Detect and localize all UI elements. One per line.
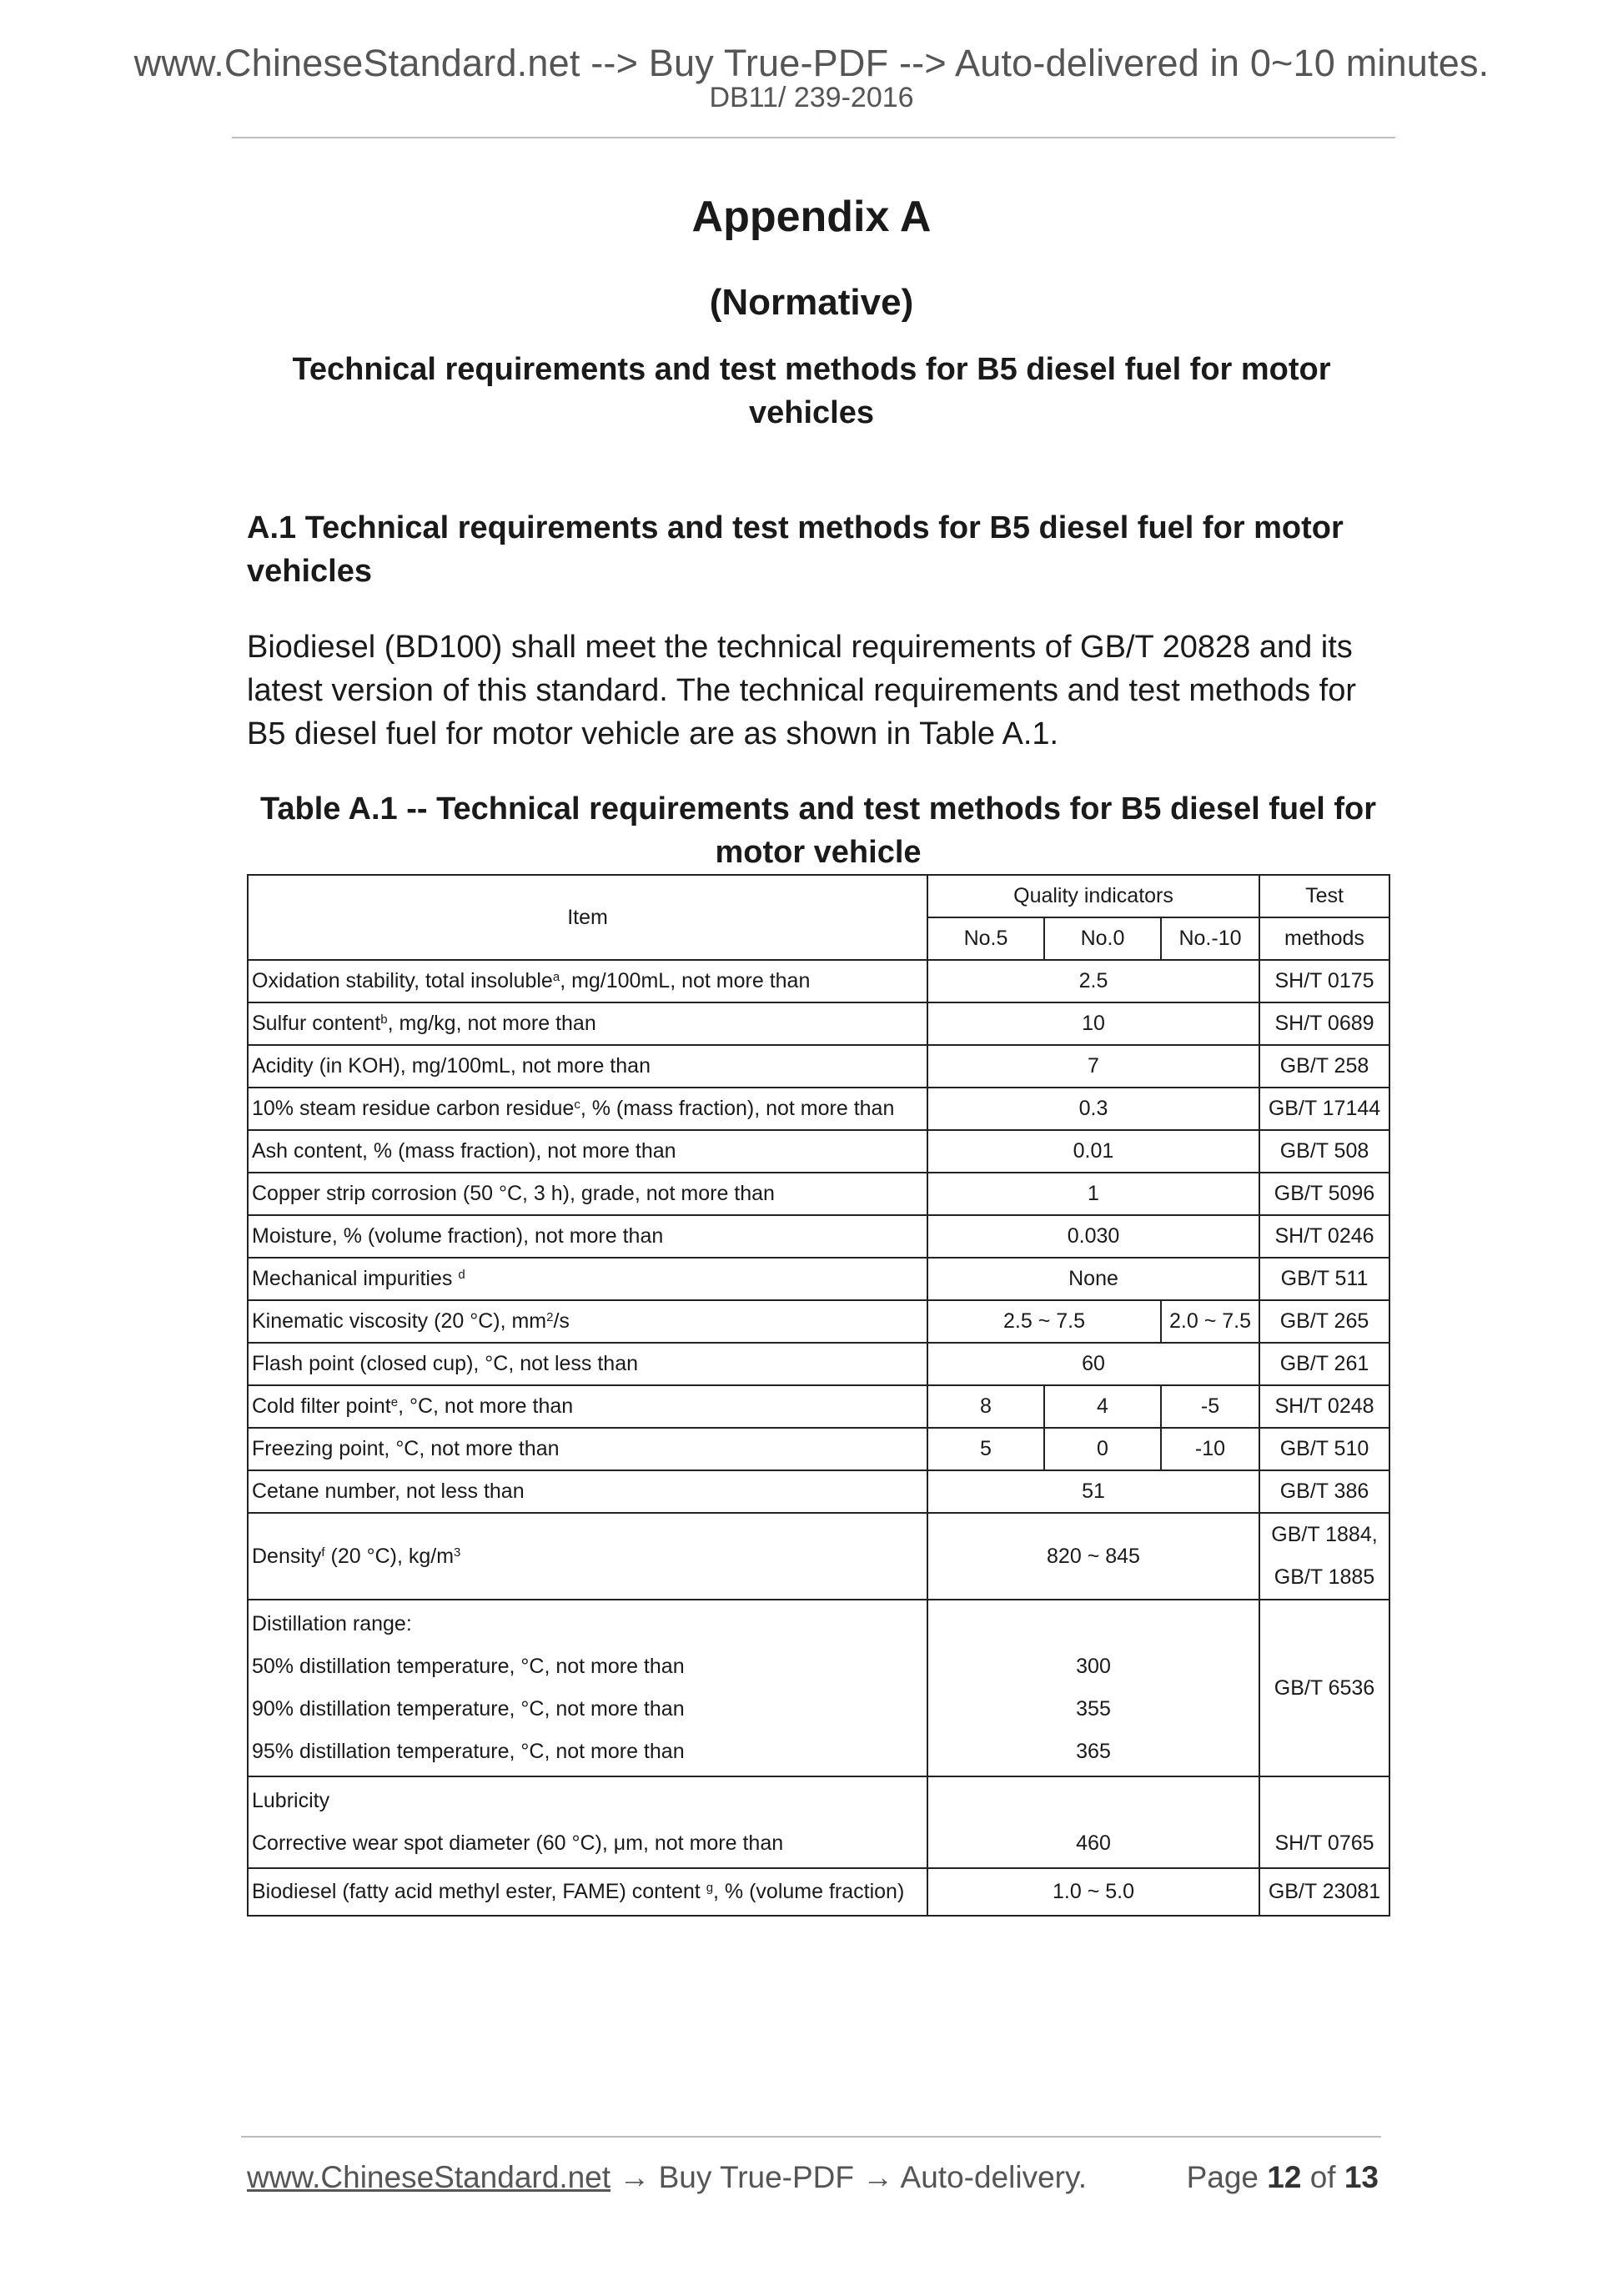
row-value: 0.01	[927, 1130, 1259, 1173]
row-method: GB/T 386	[1259, 1470, 1389, 1513]
table-row	[248, 1600, 1389, 1776]
row-method: GB/T 261	[1259, 1343, 1389, 1385]
row-value: 0	[1044, 1428, 1161, 1470]
page-current: 12	[1267, 2160, 1302, 2194]
row-method: GB/T 511	[1259, 1258, 1389, 1300]
row-item: Distillation range: 50% distillation temperature, °C, not more than 90% distillation temperature, °C, not more than 95% distillation temperature, °C, not more than	[248, 1600, 927, 1776]
table-row	[248, 1002, 1389, 1045]
row-value: 1.0 ~ 5.0	[927, 1868, 1259, 1916]
table-row	[248, 1300, 1389, 1343]
row-value: 60	[927, 1343, 1259, 1385]
row-item: Biodiesel (fatty acid methyl ester, FAME) content $^g$, % (volume fraction)	[248, 1868, 927, 1916]
table-caption: Table A.1 -- Technical requirements and test methods for B5 diesel fuel for motor vehicle	[259, 791, 1376, 870]
table-row	[248, 960, 1389, 1002]
row-item: Sulfur content$^b$, mg/kg, not more than	[248, 1002, 927, 1045]
arrow-right-icon: →	[619, 2160, 651, 2194]
header-item: Item	[248, 875, 927, 960]
appendix-subtitle: Technical requirements and test methods for B5 diesel fuel for motor vehicles	[292, 352, 1331, 430]
table-header-row	[248, 875, 1389, 917]
row-value: 10	[927, 1002, 1259, 1045]
table-row	[248, 1343, 1389, 1385]
row-value: 8	[927, 1385, 1044, 1428]
footer-buy-text: Buy True-PDF	[658, 2160, 855, 2194]
row-method: GB/T 23081	[1259, 1868, 1389, 1916]
row-method: SH/T 0689	[1259, 1002, 1389, 1045]
row-item: 10% steam residue carbon residue$^c$, % (mass fraction), not more than	[248, 1088, 927, 1130]
table-row	[248, 1258, 1389, 1300]
appendix-status: (Normative)	[709, 282, 914, 323]
page-label: Page	[1186, 2160, 1259, 2194]
row-method: GB/T 1884, GB/T 1885	[1259, 1513, 1389, 1600]
row-method: SH/T 0175	[1259, 960, 1389, 1002]
row-item: Copper strip corrosion (50 °C, 3 h), grade, not more than	[248, 1173, 927, 1215]
row-value: -5	[1161, 1385, 1259, 1428]
table-row	[248, 1470, 1389, 1513]
row-item: Cetane number, not less than	[248, 1470, 927, 1513]
section-heading: A.1 Technical requirements and test methods for B5 diesel fuel for motor vehicles	[247, 510, 1344, 589]
row-item: Moisture, % (volume fraction), not more than	[248, 1215, 927, 1258]
table-row	[248, 1173, 1389, 1215]
page-of: of	[1309, 2160, 1336, 2194]
row-method: GB/T 265	[1259, 1300, 1389, 1343]
row-value: None	[927, 1258, 1259, 1300]
header-quality-indicators: Quality indicators	[927, 875, 1259, 917]
row-value: 2.5	[927, 960, 1259, 1002]
header-grade-no0: No.0	[1044, 917, 1161, 960]
table-row	[248, 1385, 1389, 1428]
header-grade-no5: No.5	[927, 917, 1044, 960]
page-indicator	[1187, 2160, 1379, 2195]
row-item: Lubricity Corrective wear spot diameter (60 °C), μm, not more than	[248, 1776, 927, 1868]
header-methods: methods	[1259, 917, 1389, 960]
row-method: GB/T 17144	[1259, 1088, 1389, 1130]
row-method: SH/T 0765	[1259, 1776, 1389, 1868]
page-total: 13	[1344, 2160, 1379, 2194]
table-row	[248, 1776, 1389, 1868]
row-value: 4	[1044, 1385, 1161, 1428]
table-row	[248, 1513, 1389, 1600]
footer-site-link[interactable]: www.ChineseStandard.net	[247, 2160, 611, 2194]
table-row	[248, 1088, 1389, 1130]
table-row	[248, 1130, 1389, 1173]
row-method: GB/T 510	[1259, 1428, 1389, 1470]
row-method: SH/T 0248	[1259, 1385, 1389, 1428]
row-value: 5	[927, 1428, 1044, 1470]
row-value: 460	[927, 1776, 1259, 1868]
row-value: 2.0 ~ 7.5	[1161, 1300, 1259, 1343]
table-row	[248, 1868, 1389, 1916]
footer-divider	[241, 2136, 1381, 2138]
row-item: Acidity (in KOH), mg/100mL, not more than	[248, 1045, 927, 1088]
footer-promo	[247, 2160, 1087, 2195]
row-method: SH/T 0246	[1259, 1215, 1389, 1258]
row-item: Mechanical impurities $^d$	[248, 1258, 927, 1300]
header-test: Test	[1259, 875, 1389, 917]
document-number: DB11/ 239-2016	[709, 82, 914, 113]
row-item: Cold filter point$^e$, °C, not more than	[248, 1385, 927, 1428]
row-item: Oxidation stability, total insoluble$^a$, mg/100mL, not more than	[248, 960, 927, 1002]
row-method: GB/T 5096	[1259, 1173, 1389, 1215]
arrow-right-icon: →	[862, 2160, 894, 2194]
row-item: Kinematic viscosity (20 °C), $mm^2/s$	[248, 1300, 927, 1343]
row-value: 1	[927, 1173, 1259, 1215]
table-row	[248, 1045, 1389, 1088]
row-value: 51	[927, 1470, 1259, 1513]
footer-delivery-text: Auto-delivery.	[900, 2160, 1088, 2194]
row-value: 820 ~ 845	[927, 1513, 1259, 1600]
row-value: 7	[927, 1045, 1259, 1088]
header-banner: www.ChineseStandard.net --> Buy True-PDF --> Auto-delivered in 0~10 minutes.	[133, 42, 1490, 84]
row-value: 0.030	[927, 1215, 1259, 1258]
table-row	[248, 1428, 1389, 1470]
spec-table	[247, 874, 1390, 1917]
row-value: -10	[1161, 1428, 1259, 1470]
header-grade-no-10: No.-10	[1161, 917, 1259, 960]
row-method: GB/T 6536	[1259, 1600, 1389, 1776]
row-value: 300 355 365	[927, 1600, 1259, 1776]
table-row	[248, 1215, 1389, 1258]
row-method: GB/T 258	[1259, 1045, 1389, 1088]
row-item: Density$^f$ (20 °C), $kg/m^3$	[248, 1513, 927, 1600]
row-item: Freezing point, °C, not more than	[248, 1428, 927, 1470]
section-body: Biodiesel (BD100) shall meet the technical requirements of GB/T 20828 and its latest version of this standard. The technical requirements and test methods for B5 diesel fuel for motor vehicle are as shown in Table A.1.	[247, 630, 1356, 751]
row-value: 0.3	[927, 1088, 1259, 1130]
row-method: GB/T 508	[1259, 1130, 1389, 1173]
row-item: Ash content, % (mass fraction), not more than	[248, 1130, 927, 1173]
appendix-title: Appendix A	[691, 193, 932, 241]
header-divider	[232, 137, 1395, 138]
row-item: Flash point (closed cup), °C, not less than	[248, 1343, 927, 1385]
row-value: 2.5 ~ 7.5	[927, 1300, 1161, 1343]
